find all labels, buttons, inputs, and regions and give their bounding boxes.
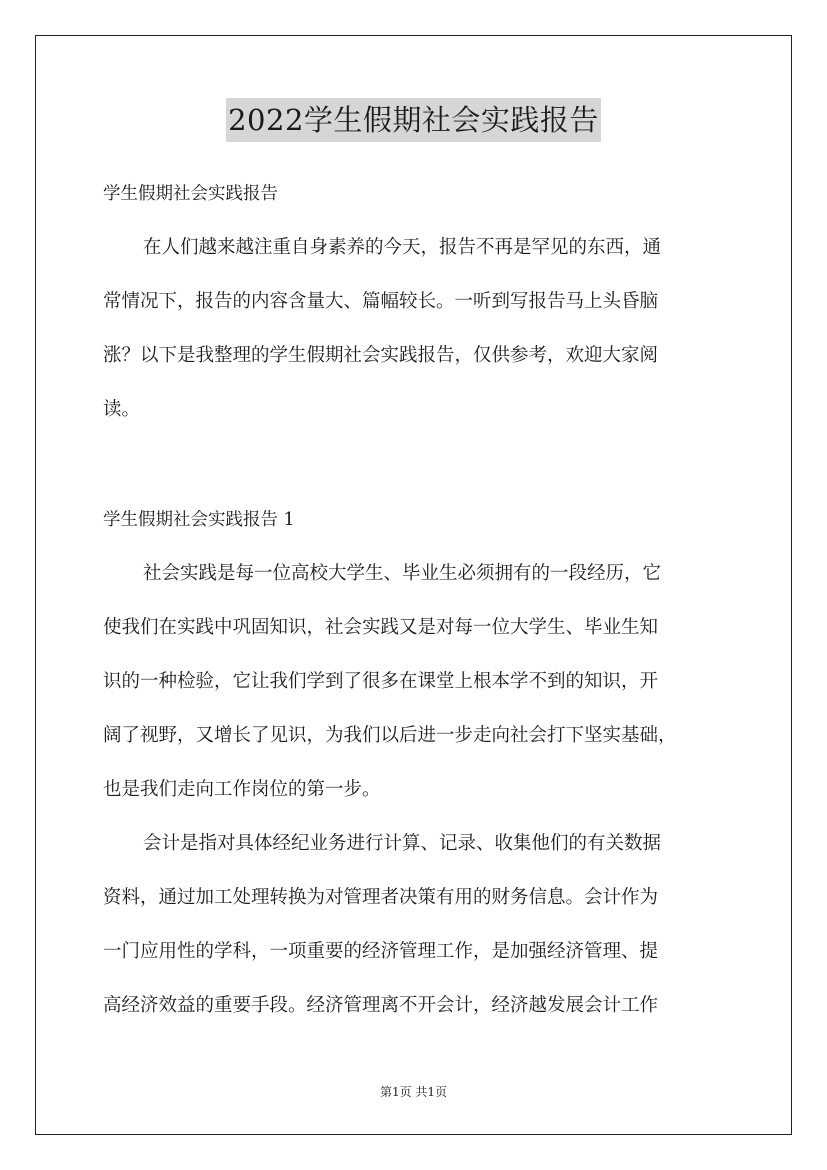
- paragraph-line: 识的一种检验，它让我们学到了很多在课堂上根本学不到的知识，开: [103, 671, 659, 692]
- intro-line: 涨？以下是我整理的学生假期社会实践报告，仅供参考，欢迎大家阅: [103, 345, 659, 366]
- paragraph-line: 使我们在实践中巩固知识，社会实践又是对每一位大学生、毕业生知: [103, 617, 659, 638]
- paragraph-line: 高经济效益的重要手段。经济管理离不开会计，经济越发展会计工作: [103, 995, 659, 1016]
- page-footer: 第1页 共1页: [379, 1085, 448, 1099]
- intro-line: 读。: [103, 399, 141, 420]
- paragraph-line: 会计是指对具体经纪业务进行计算、记录、收集他们的有关数据: [143, 833, 662, 854]
- paragraph-line: 社会实践是每一位高校大学生、毕业生必须拥有的一段经历，它: [143, 563, 662, 584]
- title-container: [0, 98, 827, 142]
- paragraph-line: 阔了视野，又增长了见识，为我们以后进一步走向社会打下坚实基础，: [103, 725, 677, 746]
- paragraph-line: 资料，通过加工处理转换为对管理者决策有用的财务信息。会计作为: [103, 887, 659, 908]
- intro-line: 在人们越来越注重自身素养的今天，报告不再是罕见的东西，通: [143, 237, 662, 258]
- intro-line: 常情况下，报告的内容含量大、篇幅较长。一听到写报告马上头昏脑: [103, 291, 659, 312]
- paragraph-line: 一门应用性的学科，一项重要的经济管理工作，是加强经济管理、提: [103, 941, 659, 962]
- document-subtitle: 学生假期社会实践报告: [103, 184, 278, 204]
- paragraph-line: 也是我们走向工作岗位的第一步。: [103, 779, 381, 800]
- document-title: 2022学生假期社会实践报告: [226, 98, 601, 142]
- section-heading: 学生假期社会实践报告 1: [103, 510, 295, 530]
